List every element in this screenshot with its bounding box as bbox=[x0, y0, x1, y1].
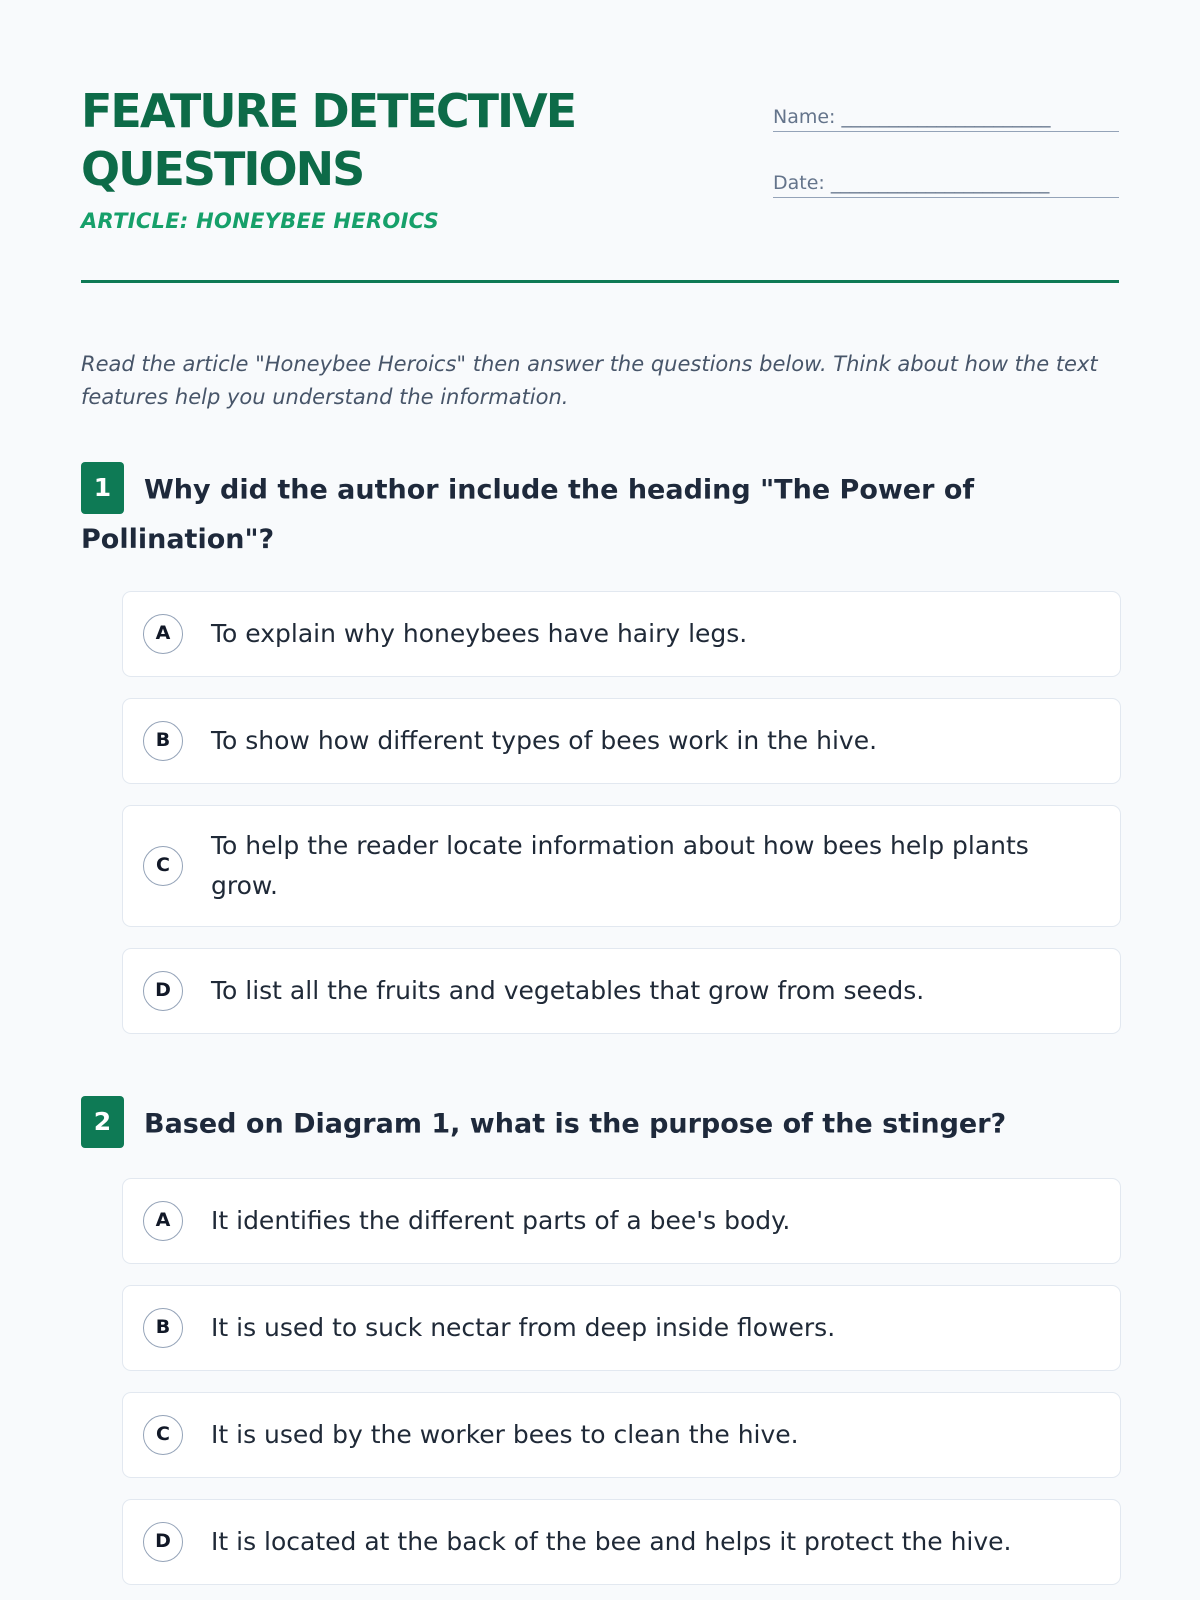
date-field[interactable] bbox=[773, 172, 1119, 198]
instructions: Read the article "Honeybee Heroics" then answer the questions below. Think about how the text features help you understand the information. bbox=[81, 352, 1098, 409]
question-1 bbox=[81, 465, 1121, 563]
option-text: To show how different types of bees work in the hive. bbox=[211, 726, 878, 755]
option-text: It is used by the worker bees to clean the hive. bbox=[211, 1420, 799, 1449]
name-label: Name: bbox=[773, 106, 836, 128]
title-line-1: FEATURE DETECTIVE bbox=[81, 84, 576, 138]
option-letter-badge: B bbox=[143, 1308, 183, 1348]
option-text: It is used to suck nectar from deep inside flowers. bbox=[211, 1313, 836, 1342]
date-blank: _______________________ bbox=[830, 172, 1050, 194]
question-1-options bbox=[122, 591, 1121, 1055]
worksheet-header bbox=[81, 0, 1119, 283]
page-title bbox=[81, 82, 721, 198]
option-text: It identifies the different parts of a bee's body. bbox=[211, 1206, 791, 1235]
option-text: To help the reader locate information about how bees help plants grow. bbox=[211, 831, 1029, 900]
question-text: Why did the author include the heading "The Power of Pollination"? bbox=[81, 474, 975, 555]
question-1-prompt bbox=[81, 465, 1121, 563]
answer-option-2b[interactable] bbox=[122, 1285, 1121, 1371]
question-number-badge: 1 bbox=[81, 462, 124, 514]
answer-option-2a[interactable] bbox=[122, 1178, 1121, 1264]
answer-option-1b[interactable] bbox=[122, 698, 1121, 784]
answer-option-2d[interactable] bbox=[122, 1499, 1121, 1585]
option-letter-badge: C bbox=[143, 846, 183, 886]
option-text: It is located at the back of the bee and helps it protect the hive. bbox=[211, 1527, 1012, 1556]
answer-option-1c[interactable] bbox=[122, 805, 1121, 927]
option-letter-badge: B bbox=[143, 721, 183, 761]
name-blank: ______________________ bbox=[841, 106, 1051, 128]
option-letter-badge: C bbox=[143, 1415, 183, 1455]
option-letter-badge: A bbox=[143, 1201, 183, 1241]
question-text: Based on Diagram 1, what is the purpose of the stinger? bbox=[144, 1108, 1007, 1140]
option-letter-badge: A bbox=[143, 614, 183, 654]
option-letter-badge: D bbox=[143, 1522, 183, 1562]
question-2 bbox=[81, 1099, 1121, 1151]
question-2-prompt bbox=[81, 1099, 1121, 1151]
title-line-2: QUESTIONS bbox=[81, 142, 364, 196]
answer-option-1d[interactable] bbox=[122, 948, 1121, 1034]
question-2-options bbox=[122, 1178, 1121, 1600]
date-label: Date: bbox=[773, 172, 825, 194]
option-text: To list all the fruits and vegetables that grow from seeds. bbox=[211, 976, 925, 1005]
question-number-badge: 2 bbox=[81, 1096, 124, 1148]
option-text: To explain why honeybees have hairy legs. bbox=[211, 619, 748, 648]
answer-option-2c[interactable] bbox=[122, 1392, 1121, 1478]
answer-option-1a[interactable] bbox=[122, 591, 1121, 677]
name-field[interactable] bbox=[773, 106, 1119, 132]
article-subtitle: ARTICLE: HONEYBEE HEROICS bbox=[81, 209, 440, 233]
option-letter-badge: D bbox=[143, 971, 183, 1011]
